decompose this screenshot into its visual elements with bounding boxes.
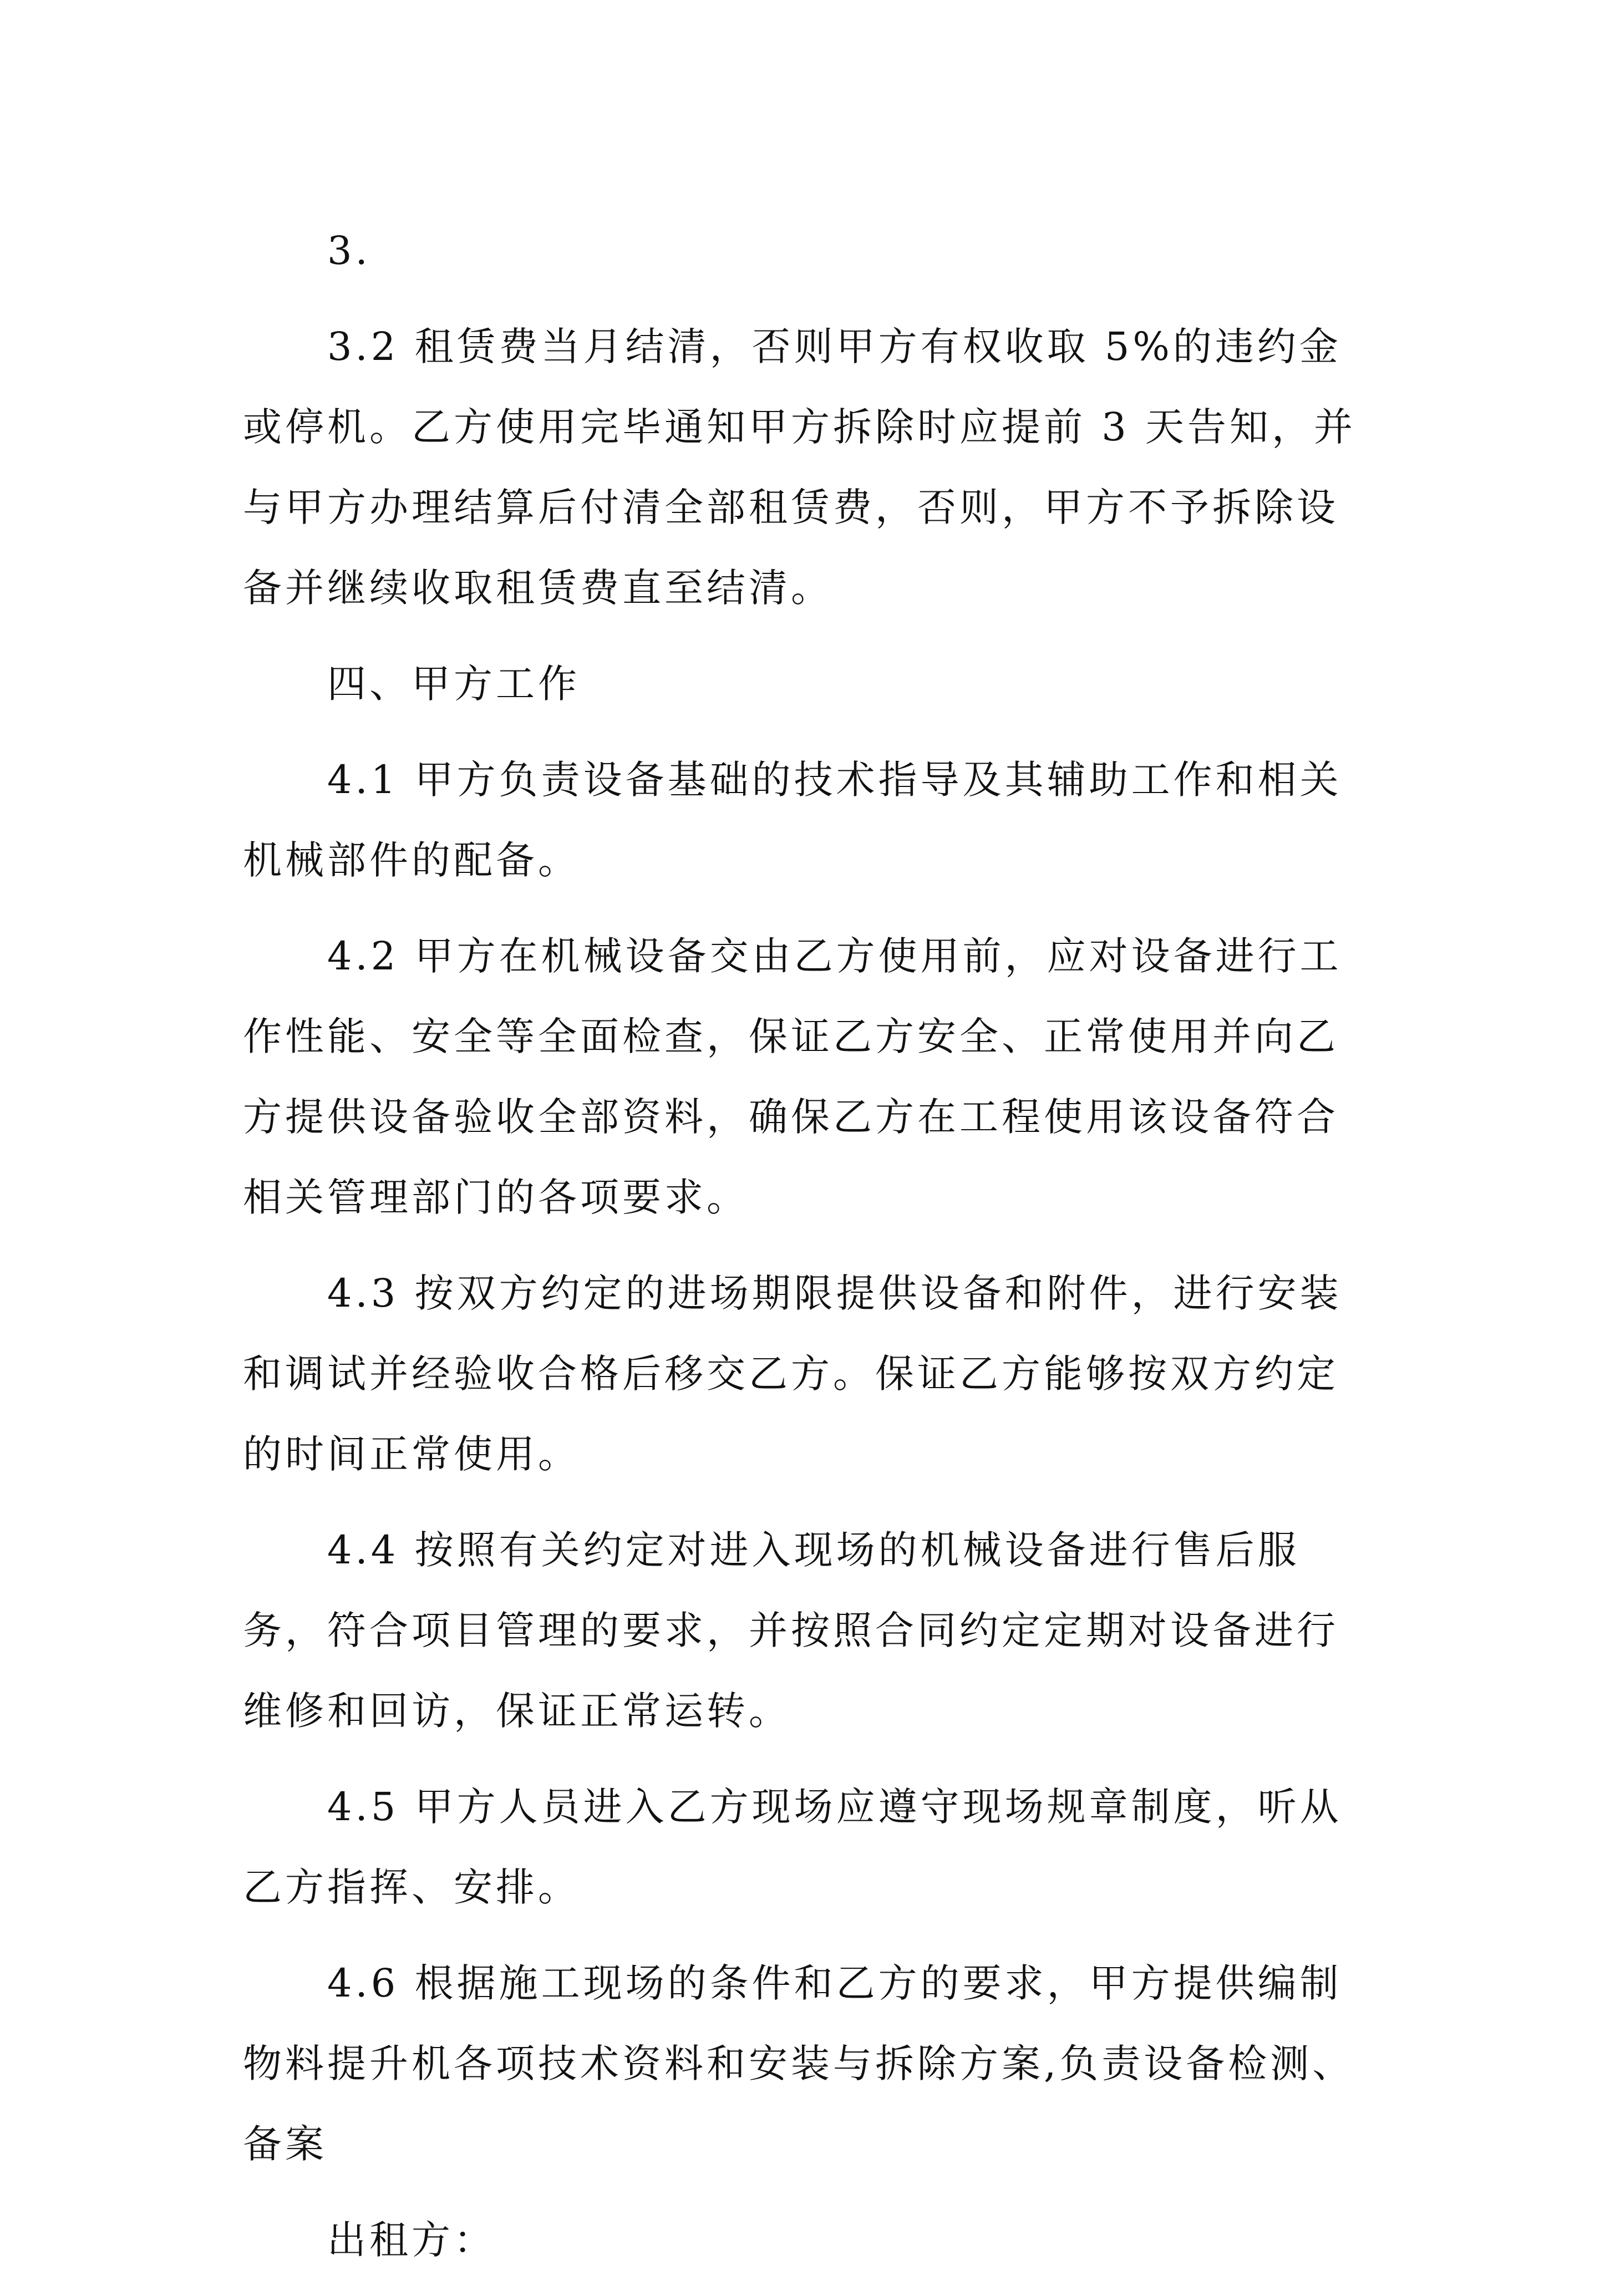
heading-party-a-duties: 四、甲方工作 xyxy=(327,661,580,707)
document-body xyxy=(243,211,1363,2296)
paragraph-4-4: 4.4 按照有关约定对进入现场的机械设备进行售后服务，符合项目管理的要求，并按照合同约定定期对设备进行维修和回访，保证正常运转。 xyxy=(243,1527,1339,1734)
lessor-signature-label: 出租方： xyxy=(327,2217,496,2263)
paragraph-section-3-number: 3. xyxy=(327,228,371,273)
paragraph-4-3: 4.3 按双方约定的进场期限提供设备和附件，进行安装和调试并经验收合格后移交乙方。保证乙方能够按双方约定的时间正常使用。 xyxy=(243,1271,1342,1477)
paragraph-3-2-rent-settlement: 3.2 租赁费当月结清，否则甲方有权收取 5%的违约金或停机。乙方使用完毕通知甲方拆除时应提前 3 天告知，并与甲方办理结算后付清全部租赁费，否则，甲方不予拆除设备并继续收取租赁费直至结清。 xyxy=(243,324,1357,611)
paragraph-4-5: 4.5 甲方人员进入乙方现场应遵守现场规章制度，听从乙方指挥、安排。 xyxy=(243,1784,1342,1910)
paragraph-4-6: 4.6 根据施工现场的条件和乙方的要求，甲方提供编制物料提升机各项技术资料和安装与拆除方案,负责设备检测、备案 xyxy=(243,1960,1355,2167)
paragraph-4-1: 4.1 甲方负责设备基础的技术指导及其辅助工作和相关机械部件的配备。 xyxy=(243,757,1342,883)
paragraph-4-2: 4.2 甲方在机械设备交由乙方使用前，应对设备进行工作性能、安全等全面检查，保证乙方安全、正常使用并向乙方提供设备验收全部资料，确保乙方在工程使用该设备符合相关管理部门的各项要求。 xyxy=(243,933,1342,1220)
